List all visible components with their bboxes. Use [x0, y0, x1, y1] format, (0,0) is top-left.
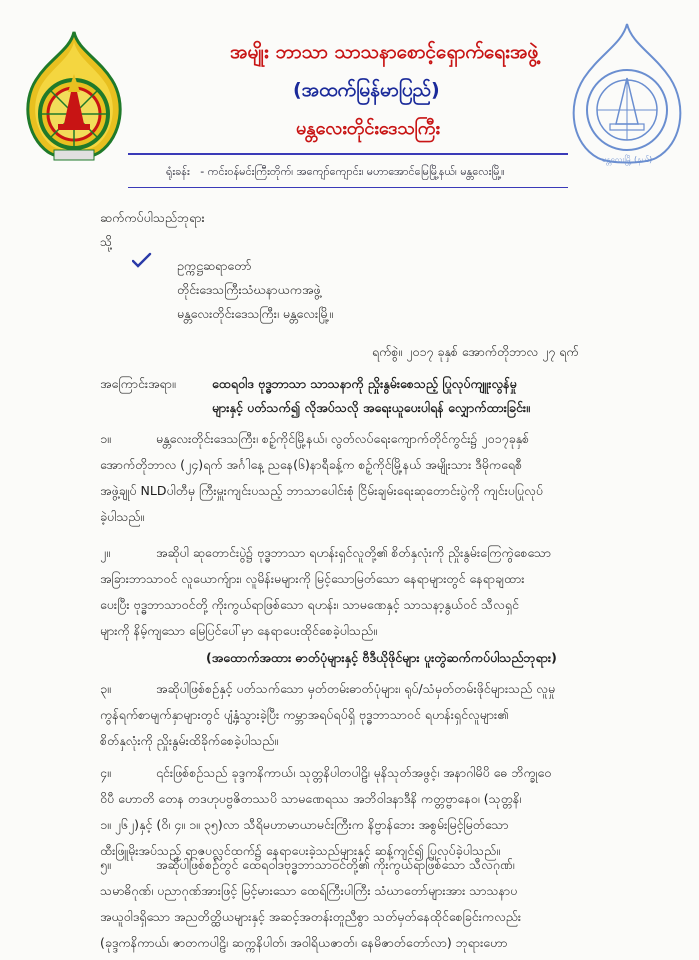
subject-line-2: များနှင့် ပတ်သက်၍ လိုအပ်သလို အရေးယူပေးပါရန် လျှောက်ထားခြင်း။ — [212, 400, 530, 415]
hq-address-text: - ကင်းဝန်မင်းကြီးတိုက်၊ အကျော်ကျောင်း၊ မဟာအောင်မြေမြို့နယ်၊ မန္တလေးမြို့။ — [200, 165, 505, 178]
paragraph-line: ၁။ ၂၆၂)နှင့် (ဝိ၊ ၄။ ၁။ ၃၅)လာ သီရိမဟာမာယာမင်းကြီးက နိဗ္ဗာန်ဘေး အစွမ်းမြင့်မြတ်သော — [100, 817, 509, 832]
paragraph-line: သမာဓိဂုဏ်၊ ပညာဂုဏ်အားဖြင့် မြင့်မားသော ထေရ်ကြီးပါကြီး သံဃာတော်များအား သာသနာပ — [100, 883, 518, 898]
paragraph-1 — [100, 426, 680, 530]
paragraph-number: ၁။ — [100, 431, 111, 446]
paragraph-line: ထီးဖြူမိုးအပ်သည့် ရာဇပလ္လင်ထက်၌ နေရာပေးခဲ့သည်များနှင့် ဆန့်ကျင်၍ ပြုလုပ်ခဲ့ပါသည်။ — [100, 843, 500, 858]
subject-label: အကြောင်းအရာ။ — [100, 376, 176, 391]
paragraph-line: ကွန်ရက်စာမျက်နှာများတွင် ပျံ့နှံ့သွားခဲ့ပြီး ကမ္ဘာအရပ်ရပ်ရှိ ဗုဒ္ဓဘာသာဝင် ရဟန်းရှင်လူများ၏ — [100, 707, 509, 722]
paragraph-number: ၄။ — [100, 765, 111, 780]
paragraph-line: ပေးပြီး ဗုဒ္ဓဘာသာဝင်တို့ ကိုးကွယ်ရာဖြစ်သော ရဟန်း၊ သာမဏေနှင့် သာသနာ့နွယ်ဝင် သီလရှင် — [100, 597, 519, 612]
org-name: အမျိုး ဘာသာ သာသနာစောင့်ရှောက်ရေးအဖွဲ့ — [230, 41, 539, 63]
paragraph-line: (ခုဒ္ဒကနိကာယ်၊ ဇာတကပါဠိ၊ ဆက္ကနိပါတ်၊ အဝါရိယဇာတ်၊ နေမိဇာတ်တော်လာ) ဘုရားဟော — [100, 935, 508, 950]
paragraph-line: အယူဝါဒရှိသော အညတိတ္ထိယများနှင့် အဆင့်အတန်းတူညီစွာ သတ်မှတ်နေထိုင်စေခြင်းကလည်း — [100, 909, 522, 924]
paragraph-line: အခြားဘာသာဝင် လူယောက်ျား၊ လူမိန်းမများကို မြင့်သောမြတ်သော နေရာများတွင် နေရာချထား — [100, 571, 525, 586]
paragraph-line: အဖွဲ့ချုပ် NLDပါတီမှ ကြီးမှူးကျင်းပသည့် ဘာသာပေါင်းစုံ ငြိမ်းချမ်းရေးဆုတောင်းပွဲကို ကျင်းပပြုလုပ် — [100, 483, 543, 498]
org-subtitle: (အထက်မြန်မာပြည်) — [293, 79, 440, 101]
header-rule-top — [128, 153, 568, 155]
paragraph-line: အဆိုပါဖြစ်စဉ်တွင် ထေရဝါဒဗုဒ္ဓဘာသာဝင်တို့၏ ကိုးကွယ်ရာဖြစ်သော သီလဂုဏ်၊ — [156, 857, 515, 872]
paragraph-line: မန္တလေးတိုင်းဒေသကြီး၊ စဉ့်ကိုင်မြို့နယ်၊ လွတ်လပ်ရေးကျောက်တိုင်ကွင်း၌ ၂၀၁၇ခုနှစ် — [156, 431, 530, 446]
paragraph-line: အဆိုပါဖြစ်စဉ်နှင့် ပတ်သက်သော မှတ်တမ်းဓာတ်ပုံများ၊ ရုပ်/သံမှတ်တမ်းဖိုင်များသည် လူမှု — [156, 681, 556, 696]
seal-caption: မန္တလေးမြို့ (နယ်) — [601, 155, 653, 164]
paragraph-number: ၅။ — [100, 857, 111, 872]
recipient-to: သို့ — [100, 234, 113, 249]
hq-address — [166, 165, 505, 181]
hq-label: ရုံးခန်း — [166, 165, 190, 178]
region-title: မန္တလေးတိုင်းဒေသကြီး — [296, 118, 440, 139]
attachment-note: (အထောက်အထား ဓာတ်ပုံများနှင့် ဗီဒီယိုဖိုင်များ ပူးတွဲဆက်ကပ်ပါသည်ဘုရား) — [206, 650, 557, 665]
recipient-line-1: ဥက္ကဋ္ဌဆရာတော် — [177, 258, 252, 273]
paragraph-number: ၂။ — [100, 545, 110, 560]
paragraph-5 — [100, 852, 680, 956]
paragraph-line: ၎င်းဖြစ်စဉ်သည် ခုဒ္ဒကနိကာယ်၊ သုတ္တနိပါတပါဠိ၊ မုနိသုတ်အဖွင့်၊ အနာဂါမိပိ ဓေ ဘိက္ခုဝေ — [156, 765, 552, 780]
salutation: ဆက်ကပ်ပါသည်ဘုရား — [100, 210, 205, 225]
header-rule-bottom — [128, 187, 568, 188]
letter-date: ရက်စွဲ။ ၂၀၁၇ ခုနှစ် အောက်တိုဘာလ ၂၇ ရက် — [372, 344, 579, 359]
paragraph-line: ဝိပီ ဟောတိ တေန တဒဟုပဗ္ဗဇိတဿပိ သာမဏေရဿ အဘိဝါဒနာဒီနိ ကတ္တဗ္ဗာနေဝ၊ (သုတ္တနိ၊ — [100, 791, 522, 806]
paragraph-line: စိတ်နှလုံးကို ညှိုးနွမ်းထိခိုက်စေခဲ့ပါသည်။ — [100, 733, 279, 748]
subject-line-1: ထေရဝါဒ ဗုဒ္ဓဘာသာ သာသနာကို ညှိုးနွမ်းစေသည့် ပြုလုပ်ကျူးလွန်မှု — [212, 376, 517, 391]
paragraph-line: အဆိုပါ ဆုတောင်းပွဲ၌ ဗုဒ္ဓဘာသာ ရဟန်းရှင်လူတို့၏ စိတ်နှလုံးကို ညှိုးနွမ်းကြေကွဲစေသော — [156, 545, 552, 560]
recipient-line-2: တိုင်းဒေသကြီးသံဃနာယကအဖွဲ့ — [177, 282, 321, 297]
organization-logo — [18, 28, 130, 168]
paragraph-4 — [100, 760, 680, 864]
official-seal-stamp — [560, 20, 695, 170]
paragraph-2 — [100, 540, 680, 644]
paragraph-number: ၃။ — [100, 681, 111, 696]
paragraph-line: အောက်တိုဘာလ (၂၄)ရက် အင်္ဂါနေ့ ညနေ(၆)နာရီခန့်က စဉ့်ကိုင်မြို့နယ် အမျိုးသား ဒီမိုကရေစီ — [100, 457, 523, 472]
paragraph-line: ခဲ့ပါသည်။ — [100, 509, 145, 524]
paragraph-line: များကို နိမ့်ကျသော မြေပြင်ပေါ်မှာ နေရာပေးထိုင်စေခဲ့ပါသည်။ — [100, 623, 377, 638]
check-mark-icon — [132, 252, 152, 268]
paragraph-3 — [100, 676, 680, 754]
recipient-line-3: မန္တလေးတိုင်းဒေသကြီး၊ မန္တလေးမြို့။ — [177, 306, 334, 321]
